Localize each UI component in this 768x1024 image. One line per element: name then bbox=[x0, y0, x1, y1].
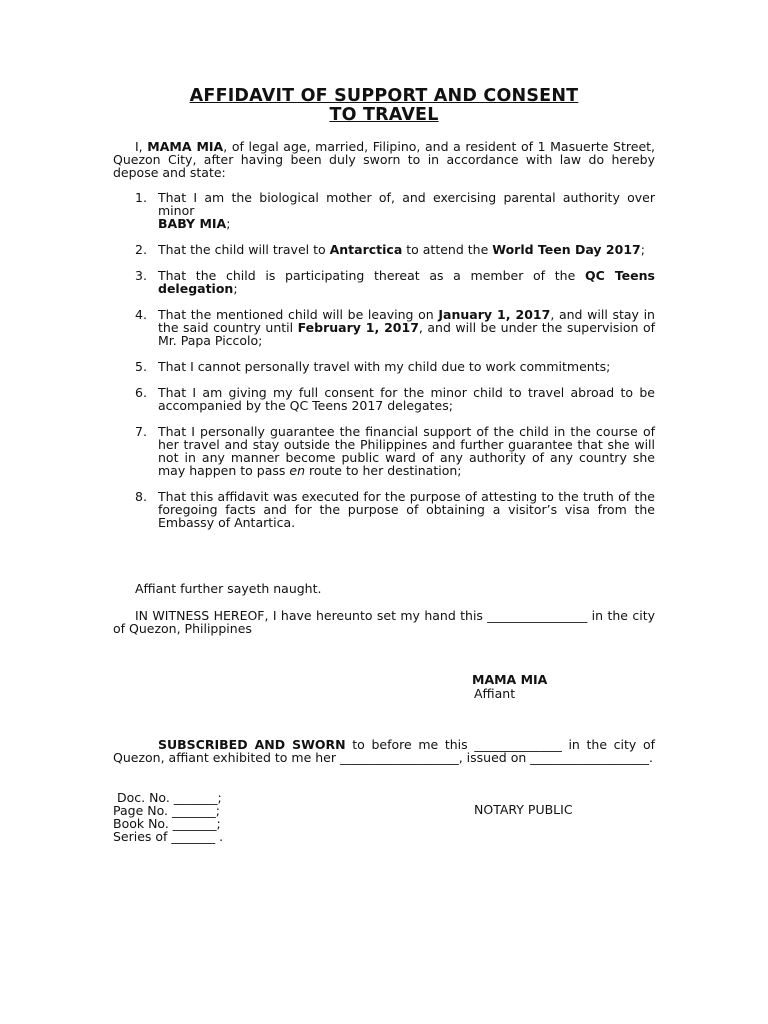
item-number: 2. bbox=[135, 242, 147, 257]
subscribed-paragraph bbox=[113, 738, 655, 764]
item-text: That this affidavit was executed for the purpose of attesting to the truth of the foregoing facts and for the purpose of obtaining a visitor’s visa from the Embassy of Antartica. bbox=[158, 489, 655, 530]
item-bold: QC Teens delegation bbox=[158, 268, 655, 296]
intro-affiant-name: MAMA MIA bbox=[147, 139, 224, 154]
item-text: That the mentioned child will be leaving on bbox=[158, 307, 439, 322]
item-number: 4. bbox=[135, 307, 147, 322]
item-text: , and will stay in the said country until bbox=[158, 307, 655, 335]
statement-item-5 bbox=[113, 360, 655, 373]
item-number: 7. bbox=[135, 424, 147, 439]
intro-text: , of legal age, married, Filipino, and a resident of 1 Masuerte Street, Quezon City, after having been duly sworn to in accordance with law do hereby depose and state: bbox=[113, 139, 656, 180]
witness-paragraph: IN WITNESS HEREOF, I have hereunto set my hand this ________________ in the city of Quezon, Philippines bbox=[113, 608, 655, 636]
document-register-info bbox=[113, 791, 223, 843]
title-line-1: AFFIDAVIT OF SUPPORT AND CONSENT bbox=[189, 86, 579, 106]
statement-item-6 bbox=[113, 386, 655, 412]
item-bold: January 1, 2017 bbox=[438, 307, 551, 322]
intro-paragraph bbox=[113, 140, 655, 179]
book-number: Book No. _______; bbox=[113, 816, 221, 831]
item-text: That I cannot personally travel with my child due to work commitments; bbox=[158, 359, 611, 374]
item-text: ; bbox=[640, 242, 645, 257]
statement-item-1 bbox=[113, 191, 655, 230]
subscribed-text: to before me this ______________ in the city of Quezon, affiant exhibited to me her ___________________, issued on ___________________. bbox=[113, 737, 655, 765]
series-number: Series of _______ . bbox=[113, 829, 224, 844]
item-text: , and will be under the supervision of Mr. Papa Piccolo; bbox=[158, 320, 656, 348]
further-statement: Affiant further sayeth naught. bbox=[135, 581, 322, 596]
statement-item-3 bbox=[113, 269, 655, 295]
document-title bbox=[0, 87, 768, 125]
item-bold: World Teen Day 2017 bbox=[492, 242, 641, 257]
item-number: 3. bbox=[135, 268, 147, 283]
item-text: ; bbox=[233, 281, 238, 296]
item-number: 8. bbox=[135, 489, 147, 504]
page-number: Page No. _______; bbox=[113, 803, 220, 818]
title-line-2: TO TRAVEL bbox=[329, 105, 439, 125]
item-bold: BABY MIA bbox=[158, 216, 227, 231]
doc-number: Doc. No. _______; bbox=[113, 790, 222, 805]
item-text: That I am the biological mother of, and exercising parental authority over minor bbox=[158, 190, 655, 218]
statement-item-7 bbox=[113, 425, 655, 477]
item-number: 6. bbox=[135, 385, 147, 400]
item-text: That the child is participating thereat as a member of the bbox=[158, 268, 585, 283]
statement-item-8 bbox=[113, 490, 655, 529]
notary-public-label: NOTARY PUBLIC bbox=[474, 802, 573, 817]
item-bold: February 1, 2017 bbox=[297, 320, 419, 335]
statement-list bbox=[113, 191, 655, 542]
item-text: route to her destination; bbox=[305, 463, 462, 478]
subscribed-heading: SUBSCRIBED AND SWORN bbox=[158, 737, 346, 752]
item-text: That the child will travel to bbox=[158, 242, 330, 257]
item-italic: en bbox=[289, 463, 305, 478]
affiant-label: Affiant bbox=[474, 686, 516, 701]
item-text: That I am giving my full consent for the minor child to travel abroad to be accompanied by the QC Teens 2017 delegates; bbox=[158, 385, 655, 413]
item-number: 5. bbox=[135, 359, 147, 374]
item-bold: Antarctica bbox=[329, 242, 403, 257]
statement-item-4 bbox=[113, 308, 655, 347]
intro-prefix: I, bbox=[135, 139, 148, 154]
item-text: to attend the bbox=[402, 242, 493, 257]
statement-item-2 bbox=[113, 243, 655, 256]
item-number: 1. bbox=[135, 190, 147, 205]
item-text: ; bbox=[226, 216, 231, 231]
item-text: That I personally guarantee the financial support of the child in the course of her travel and stay outside the Philippines and further guarantee that she will not in any manner become public ward of any authority of any country she may happen to pass bbox=[158, 424, 655, 478]
affiant-signature-name: MAMA MIA bbox=[472, 672, 548, 687]
